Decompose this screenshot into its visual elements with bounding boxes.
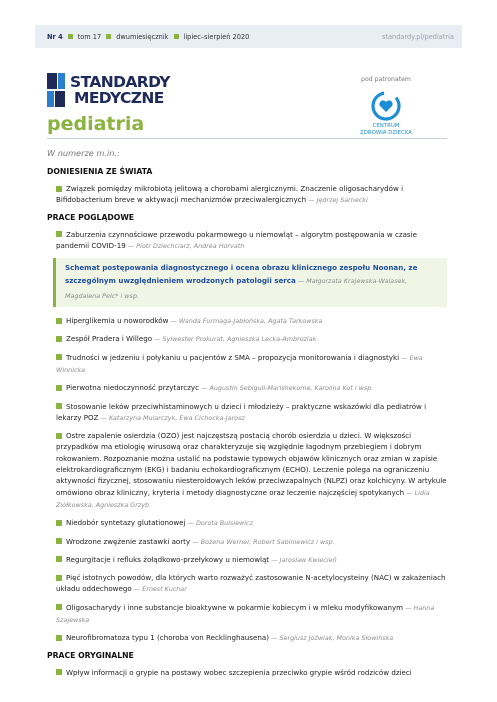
bullet-square-icon [56,556,62,562]
bullet-square-icon [56,669,62,675]
article-title: Związek pomiędzy mikrobiotą jelitową a chorobami alergicznymi. Znaczenie oligosacharydów i Bifidobacterium breve w aktywacji mechanizmów przeciwalergicznych [56,184,404,205]
article-authors: — Katarzyna Mularczyk, Ewa Cichocka-Jarosz [98,414,244,422]
patronage [350,76,422,136]
article-title: Ostre zapalenie osierdzia (OZO) jest najczęstszą postacią chorób osierdzia u dzieci. W większości przypadków ma etiologię wirusową oraz charakteryzuje się względnie łagodnym przebiegiem i dobrym rokowaniem. Rozpoznanie można ustalić na podstawie typowych objawów klinicznych oraz zmian w zapisie elektrokardiograficznym (EKG) i badaniu echokardiograficznym (ECHO). Leczenie polega na ograniczeniu aktywności fizycznej, stosowaniu niesteroidowych leków przeciwzapalnych (NLPZ) oraz kolchicyny. W artykule omówiono obraz kliniczny, kryteria i metody diagnostyczne oraz leczenie najczęściej spotykanych [56,431,447,497]
article-item[interactable] [56,572,447,596]
featured-article-title: Schemat postępowania diagnostycznego i ocena obrazu klinicznego zespołu Noonan, ze szczególnym uwzględnieniem wrodzonych patologii serca [65,263,418,286]
bullet-square-icon [56,318,62,324]
article-title: Hiperglikemia u noworodków [66,316,169,326]
article-title: Wpływ informacji o grypie na postawy wobec szczepienia przeciwko grypie wśród rodziców dzieci [66,667,412,677]
article-authors: — Ernest Kuchar [132,585,187,593]
journal-title: pediatria [47,113,145,135]
article-item[interactable] [56,554,447,566]
bullet-square-icon [56,385,62,391]
article-authors: — Bożena Werner, Robert Sabiniewicz i wsp. [190,538,334,546]
logo-line1: STANDARDY [70,73,170,91]
article-item[interactable] [56,430,447,511]
article-title: Niedobór syntetazy glutationowej [66,518,186,528]
separator-square-icon [106,34,111,39]
article-authors: — Augustin Sebiguli-Marishekome, Karolina Kot i wsp. [199,384,373,392]
article-title: Neurofibromatoza typu 1 (choroba von Recklinghausena) [66,633,269,643]
article-item[interactable] [56,632,447,644]
article-title: Zaburzenia czynnościowe przewodu pokarmowego u niemowląt – algorytm postępowania w czasie pandemii COVID-19 [56,229,417,250]
logo-mark-icon [47,73,65,107]
article-item[interactable] [56,517,447,529]
logo-line2: MEDYCZNE [74,89,164,107]
bullet-square-icon [56,520,62,526]
patron-name-line1: CENTRUM [372,123,400,129]
issue-number: Nr 4 [47,32,63,41]
article-title: Trudności w jedzeniu i połykaniu u pacjentów z SMA – propozycja monitorowania i diagnostyki [66,352,400,362]
article-item[interactable] [56,401,447,425]
article-title: Wrodzone zwężenie zastawki aorty [66,536,191,546]
article-authors: — Wanda Furmaga-Jabłońska, Agata Tarkowska [168,317,322,325]
article-authors: — Jędrzej Sarnecki [306,196,368,204]
article-authors: — Jarosław Kwiecień [269,556,337,564]
article-authors: — Dorota Bulsiewicz [186,519,253,527]
patron-name-line2: ZDROWIA DZIECKA [360,129,412,136]
article-item[interactable] [56,382,447,394]
article-item[interactable] [56,333,447,345]
article-authors: — Ewa Winnicka [56,354,423,374]
site-url[interactable]: standardy.pl/pediatria [381,32,454,41]
intro-text: W numerze m.in.: [47,148,120,158]
section-title: PRACE ORYGINALNE [47,650,134,660]
bullet-square-icon [56,433,62,439]
issue-bar [35,25,462,48]
separator-square-icon [68,34,73,39]
bullet-square-icon [56,403,62,409]
article-title: Zespół Pradera i Willego [66,334,153,344]
article-authors: — Sergiusz Jóźwiak, Monika Słowińska [269,634,393,642]
bullet-square-icon [56,354,62,360]
article-item[interactable] [56,315,447,327]
article-authors: — Małgorzata Krajewska-Walasek, Magdalena Pelc* i wsp. [65,277,407,299]
bullet-square-icon [56,575,62,581]
patronage-label: pod patronatem [361,76,411,83]
bullet-square-icon [56,604,62,610]
article-item[interactable] [56,667,447,678]
standardy-medyczne-logo [47,73,170,107]
article-title: Regurgitacje i refluks żołądkowo-przełykowy u niemowląt [66,554,270,564]
bullet-square-icon [56,538,62,544]
header-divider [47,138,447,139]
bullet-square-icon [56,336,62,342]
issue-date: lipiec–sierpień 2020 [183,32,250,41]
article-authors: — Sylwester Prokurat, Agnieszka Lecka-Ambroziak [152,335,316,343]
article-title: Pięć istotnych powodów, dla których warto rozważyć zastosowanie N-acetylocysteiny (NAC) w zakażeniach układu oddechowego [56,573,446,594]
bullet-square-icon [56,231,62,237]
separator-square-icon [174,34,179,39]
section-title: PRACE POGLĄDOWE [47,212,135,222]
article-authors: — Hanna Szajewska [56,604,434,624]
article-title: Pierwotna niedoczynność przytarczyc [66,383,200,393]
section-title: DONIESIENIA ZE ŚWIATA [47,167,153,176]
bullet-square-icon [56,635,62,641]
article-title: Oligosacharydy i inne substancje bioaktywne w pokarmie kobiecym i w mleku modyfikowanym [66,602,404,612]
article-item[interactable] [56,229,447,253]
article-authors: — Lidia Ziółkowska, Agnieszka Grzyb [56,489,430,509]
article-title: Stosowanie leków przeciwhistaminowych u dzieci i młodzieży – praktyczne wskazówki dla pediatrów i lekarzy POZ [56,401,427,422]
czd-heart-logo-icon [370,91,402,121]
article-authors: — Piotr Dziechciarz, Andrea Horvath [126,242,245,250]
article-item[interactable] [56,602,447,627]
volume: tom 17 [77,32,102,41]
article-item[interactable] [56,183,447,207]
article-item[interactable] [56,352,447,377]
article-item[interactable] [56,536,447,548]
featured-article[interactable] [53,258,447,307]
table-of-contents [47,148,447,684]
bullet-square-icon [56,186,62,192]
frequency: dwumiesięcznik [116,32,169,41]
